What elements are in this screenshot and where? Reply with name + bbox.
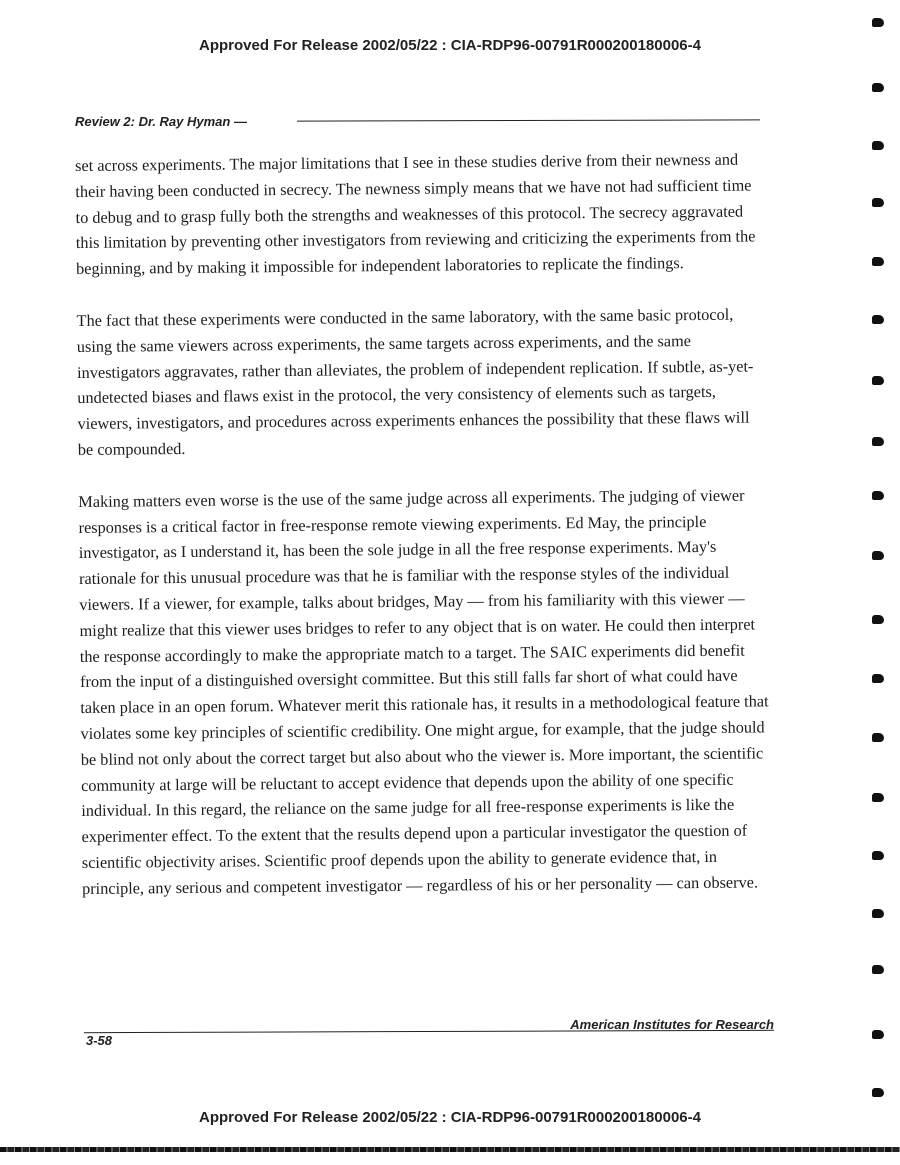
release-stamp-top: Approved For Release 2002/05/22 : CIA-RDP96-00791R000200180006-4 [199,37,701,54]
header-title: Review 2: Dr. Ray Hyman — [75,114,247,129]
footer-organization: American Institutes for Research [570,1017,774,1032]
header-rule [297,119,760,121]
scan-margin-mark [872,551,884,560]
scan-margin-mark [872,793,884,802]
scan-margin-mark [872,315,884,324]
scan-margin-mark [872,1088,884,1097]
scan-margin-mark [872,491,884,500]
page-number: 3-58 [86,1033,113,1048]
scan-margin-mark [872,965,884,974]
body-text [75,146,772,927]
scan-margin-mark [872,851,884,860]
scan-margin-mark [872,437,884,446]
release-stamp-bottom: Approved For Release 2002/05/22 : CIA-RDP96-00791R000200180006-4 [199,1109,701,1126]
scan-margin-mark [872,257,884,266]
scan-margin-mark [872,83,884,92]
paragraph: set across experiments. The major limitations that I see in these studies derive from their newness and their having been conducted in secrecy. The newness simply means that we have not had sufficient time to debug and to grasp fully both the strengths and weaknesses of this protocol. The secrecy aggravated this limitation by preventing other investigators from reviewing and criticizing the experiments from the beginning, and by making it impossible for independent laboratories to replicate the findings. [75,149,756,279]
scan-margin-mark [872,1030,884,1039]
scan-margin-mark [872,674,884,683]
scan-margin-mark [872,615,884,624]
scan-margin-mark [872,909,884,918]
scan-margin-mark [872,733,884,742]
paragraph: Making matters even worse is the use of the same judge across all experiments. The judging of viewer responses is a critical factor in free-response remote viewing experiments. Ed May, the principle investigator, as I understand it, has been the sole judge in all the free response experiments. May's rationale for this unusual procedure was that he is familiar with the response styles of the individual viewers. If a viewer, for example, talks about bridges, May — from his familiarity with this viewer — might realize that this viewer uses bridges to refer to any object that is on water. He could then interpret the response accordingly to make the appropriate match to a target. The SAIC experiments did benefit from the input of a distinguished oversight committee. But this still falls far short of what could have taken place in an open forum. Whatever merit this rationale has, it results in a methodological feature that violates some key principles of scientific credibility. One might argue, for example, that the judge should be blind not only about the correct target but also about who the viewer is. More important, the scientific community at large will be reluctant to accept evidence that depends upon the ability of one specific individual. In this regard, the reliance on the same judge for all free-response experiments is like the experimenter effect. To the extent that the results depend upon a particular investigator the question of scientific objectivity arises. Scientific proof depends upon the ability to generate evidence that, in principle, any serious and competent investigator — regardless of his or her personality — can observe. [78,485,769,898]
scan-margin-mark [872,18,884,27]
scan-margin-mark [872,198,884,207]
paragraph: The fact that these experiments were conducted in the same laboratory, with the same basic protocol, using the same viewers across experiments, the same targets across experiments, and the same investigators aggravates, rather than alleviates, the problem of independent replication. If subtle, as-yet-undetected biases and flaws exist in the protocol, the very consistency of elements such as targets, viewers, investigators, and procedures across experiments enhances the possibility that these flaws will be compounded. [76,304,754,459]
page-header [75,112,760,132]
scan-margin-mark [872,141,884,150]
scan-edge-band [0,1147,900,1152]
page-footer [84,1017,774,1050]
scan-margin-mark [872,376,884,385]
